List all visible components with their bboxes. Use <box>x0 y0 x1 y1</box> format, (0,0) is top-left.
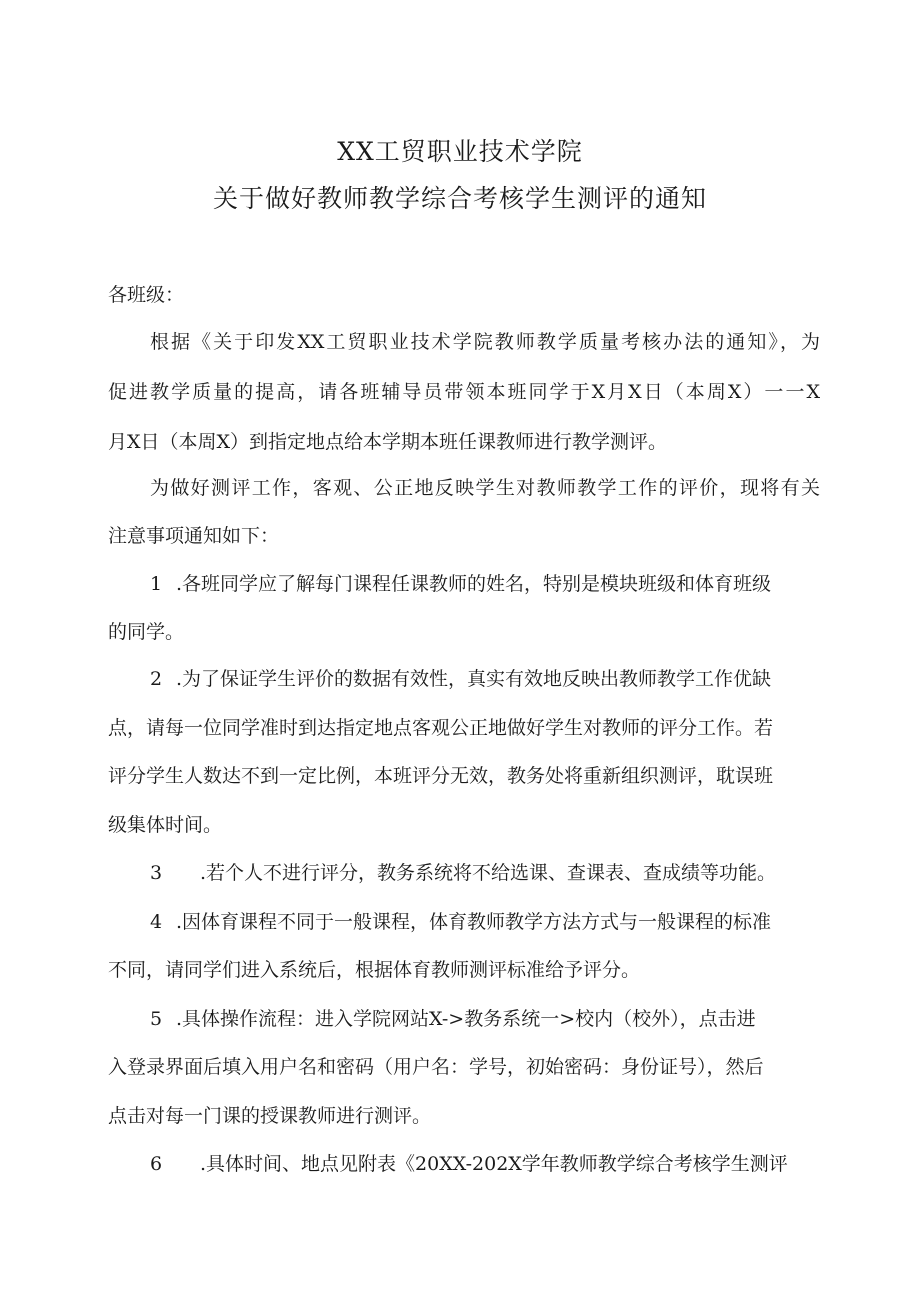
list-item-number: 2 <box>150 668 163 690</box>
list-item-4-continuation: 不同，请同学们进入系统后，根据体育教师测评标准给予评分。 <box>108 959 641 981</box>
list-item-2-continuation: 级集体时间。 <box>108 814 223 836</box>
list-item-5-continuation: 入登录界面后填入用户名和密码（用户名：学号，初始密码：身份证号），然后 <box>108 1056 764 1078</box>
list-item-2 <box>150 666 820 692</box>
paragraph-2-line-1: 为做好测评工作，客观、公正地反映学生对教师教学工作的评价，现将有关 <box>150 477 820 499</box>
list-item-text: .因体育课程不同于一般课程，体育教师教学方法方式与一般课程的标准 <box>176 911 772 933</box>
salutation: 各班级： <box>108 284 185 306</box>
list-item-5-continuation: 点击对每一门课的授课教师进行测评。 <box>108 1105 432 1127</box>
document-title-institution: XX工贸职业技术学院 <box>337 137 583 166</box>
document-title-subject: 关于做好教师教学综合考核学生测评的通知 <box>212 184 707 213</box>
list-item-text: .具体时间、地点见附表《20XX-202X学年教师教学综合考核学生测评 <box>200 1153 788 1175</box>
list-item-2-continuation: 点，请每一位同学准时到达指定地点客观公正地做好学生对教师的评分工作。若 <box>108 717 774 739</box>
paragraph-1-line-2: 促进教学质量的提高，请各班辅导员带领本班同学于X月X日（本周X）一一X <box>108 381 820 403</box>
list-item-5 <box>150 1006 820 1032</box>
list-item-number: 4 <box>150 911 163 933</box>
list-item-text: .具体操作流程：进入学院网站X->教务系统一>校内（校外），点击进 <box>176 1008 756 1030</box>
list-item-text: .各班同学应了解每门课程任课教师的姓名，特别是模块班级和体育班级 <box>176 573 772 595</box>
list-item-1-continuation: 的同学。 <box>108 621 185 643</box>
list-item-2-continuation: 评分学生人数达不到一定比例，本班评分无效，教务处将重新组织测评，耽误班 <box>108 765 774 787</box>
list-item-number: 6 <box>150 1153 163 1175</box>
paragraph-2-line-2: 注意事项通知如下： <box>108 525 280 547</box>
list-item-1 <box>150 571 820 597</box>
paragraph-1-line-3: 月X日（本周X）到指定地点给本学期本班任课教师进行教学测评。 <box>108 431 668 453</box>
list-item-4 <box>150 909 820 935</box>
list-item-text: .若个人不进行评分，教务系统将不给选课、查课表、查成绩等功能。 <box>200 862 777 884</box>
list-item-6 <box>150 1151 820 1177</box>
list-item-3 <box>150 860 820 886</box>
list-item-number: 1 <box>150 573 163 595</box>
list-item-text: .为了保证学生评价的数据有效性，真实有效地反映出教师教学工作优缺 <box>176 668 772 690</box>
list-item-number: 3 <box>150 862 163 884</box>
list-item-number: 5 <box>150 1008 163 1030</box>
paragraph-1-line-1: 根据《关于印发XX工贸职业技术学院教师教学质量考核办法的通知》，为 <box>150 331 820 353</box>
